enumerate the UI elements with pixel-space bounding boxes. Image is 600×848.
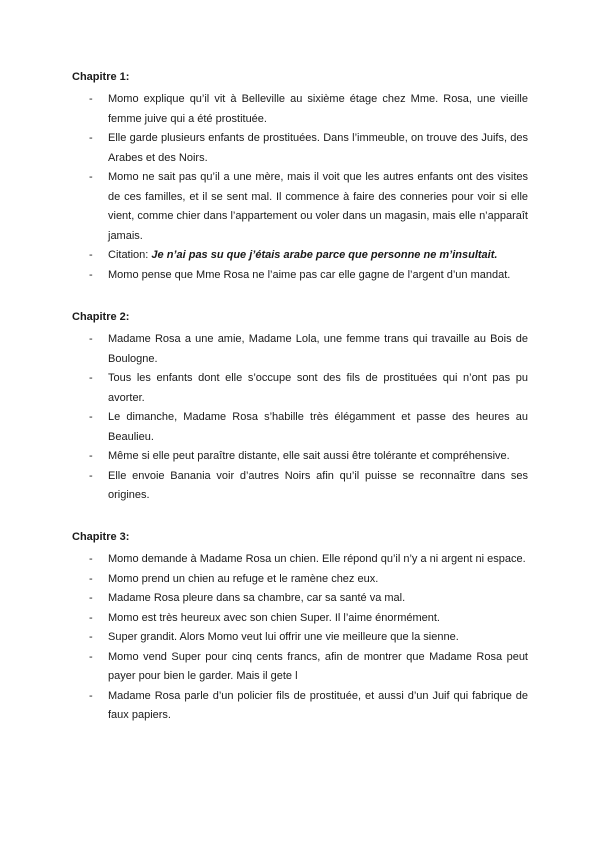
chapter-3-list (72, 550, 528, 726)
list-item: - Le dimanche, Madame Rosa s’habille très élégamment et passe des heures au Beaulieu. (89, 411, 528, 443)
list-item: - Madame Rosa a une amie, Madame Lola, une femme trans qui travaille au Bois de Boulogne. (89, 333, 528, 365)
list-item: - Momo explique qu’il vit à Belleville au sixième étage chez Mme. Rosa, une vieille femme juive qui a été prostituée. (89, 93, 528, 125)
chapter-2 (72, 310, 528, 506)
chapter-1-list (72, 90, 528, 285)
list-item: - Madame Rosa parle d’un policier fils de prostituée, et aussi d’un Juif qui fabrique de faux papiers. (89, 689, 528, 721)
list-item: - Momo vend Super pour cinq cents francs, afin de montrer que Madame Rosa peut payer pour bien le garder. Mais il gete l (89, 650, 528, 682)
list-item: - Momo pense que Mme Rosa ne l’aime pas car elle gagne de l’argent d’un mandat. (89, 268, 511, 281)
list-item: - Momo est très heureux avec son chien Super. Il l’aime énormément. (89, 611, 440, 624)
chapter-1 (72, 70, 528, 285)
list-item: - Elle envoie Banania voir d’autres Noirs afin qu’il puisse se reconnaître dans ses origines. (89, 469, 528, 501)
list-item: - Momo demande à Madame Rosa un chien. Elle répond qu’il n’y a ni argent ni espace. (89, 553, 526, 565)
list-item: - Tous les enfants dont elle s’occupe sont des fils de prostituées qui n’ont pas pu avorter. (89, 372, 528, 404)
chapter-2-title: Chapitre 2: (72, 311, 130, 323)
chapter-3-title: Chapitre 3: (72, 531, 130, 543)
citation-text: Je n’ai pas su que j’étais arabe parce que personne ne m’insultait. (151, 249, 498, 261)
chapter-1-title: Chapitre 1: (72, 71, 130, 83)
list-item: - Momo prend un chien au refuge et le ramène chez eux. (89, 572, 379, 585)
chapter-2-list (72, 330, 528, 506)
list-item: - Madame Rosa pleure dans sa chambre, car sa santé va mal. (89, 592, 406, 604)
list-item: - Elle garde plusieurs enfants de prostituées. Dans l’immeuble, on trouve des Juifs, des Arabes et des Noirs. (89, 132, 528, 164)
list-item: - Momo ne sait pas qu’il a une mère, mais il voit que les autres enfants ont des visites de ces familles, et il se sent mal. Il commence à faire des conneries pour voir si elle vient, comme chier dans l’appartement ou voler dans un magasin, mais elle n’apparaît jamais. (89, 171, 528, 242)
citation-label: Citation: (108, 249, 149, 261)
citation-item: - Citation: Je n’ai pas su que j’étais arabe parce que personne ne m’insultait. (89, 249, 498, 261)
chapter-3 (72, 530, 528, 726)
list-item: - Même si elle peut paraître distante, elle sait aussi être tolérante et compréhensive. (89, 450, 510, 462)
list-item: - Super grandit. Alors Momo veut lui offrir une vie meilleure que la sienne. (89, 631, 459, 643)
